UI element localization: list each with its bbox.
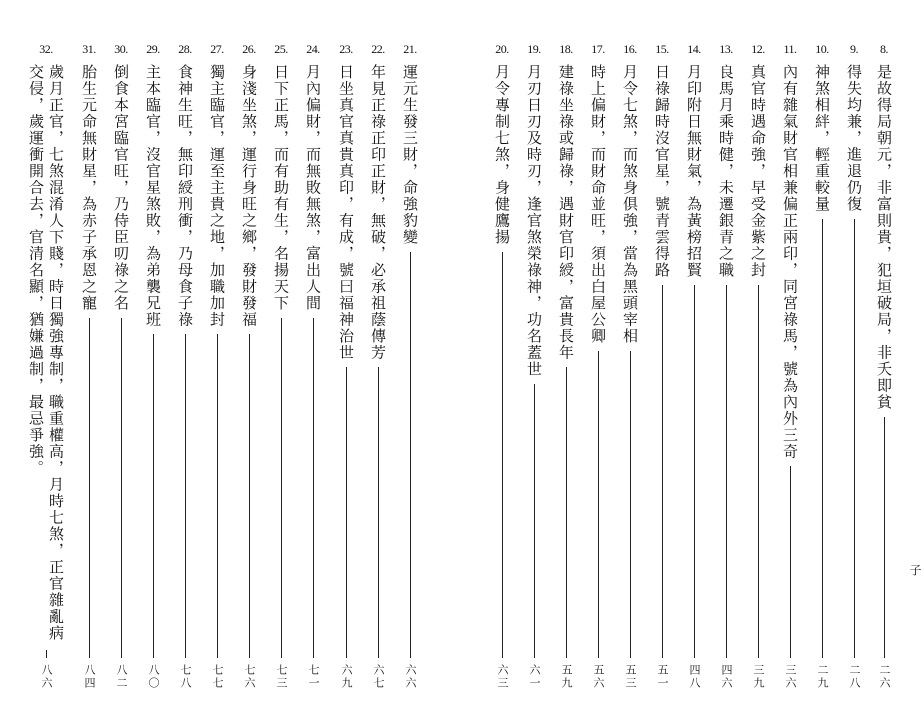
entry-page-number: 二九 [816,664,829,690]
entry-title: 日坐真官真貴真印，有成，號曰福神治世 [337,64,355,361]
entry-title: 倒食本宮臨官旺，乃侍臣叨祿之名 [112,64,130,312]
leader-line [281,318,282,659]
entry-number: 14. [687,42,701,56]
entry-title: 是故得局朝元，非富則貴，犯垣破局，非夭即貧 [875,64,893,411]
toc-entry [712,40,740,690]
entry-number: 13. [719,42,733,56]
toc-entry [584,40,612,690]
entry-page-number: 六三 [496,664,509,690]
entry-number: 21. [403,42,417,56]
entry-number: 31. [82,42,96,56]
toc-entry [744,40,772,690]
leader-line [758,285,759,659]
toc-entry [808,40,836,690]
entry-number: 10. [815,42,829,56]
toc-entry [776,40,804,690]
entry-number: 22. [371,42,385,56]
entry-page-number: 八六 [40,664,53,690]
leader-line [854,219,855,659]
leader-line [566,367,567,658]
leader-line [630,351,631,659]
entry-number: 12. [751,42,765,56]
entry-page-number: 七一 [307,664,320,690]
entry-title: 食神生旺，無印綬刑衝，乃母食子祿 [176,64,194,328]
toc-entry [139,40,167,690]
toc-entry [680,40,708,690]
toc-entry [203,40,231,690]
toc-entry [107,40,135,690]
entry-number: 9. [850,42,858,56]
leader-line [502,252,503,659]
entry-title: 建祿坐祿或歸祿，遇財官印綬，富貴長年 [557,64,575,361]
entry-number: 18. [559,42,573,56]
toc-entry [364,40,392,690]
leader-line [249,334,250,658]
entry-title: 內有雜氣財官相兼偏正兩印，同宮祿馬，號為內外三奇 [781,64,799,460]
entry-number: 15. [655,42,669,56]
entry-page-number: 三六 [784,664,797,690]
entry-number: 8. [880,42,888,56]
leader-line [153,334,154,658]
toc-entry [396,40,424,690]
entry-page-number: 六一 [528,664,541,690]
toc-entry [22,40,70,690]
entry-page-number: 六九 [340,664,353,690]
entry-page-number: 五一 [656,664,669,690]
entry-number: 30. [114,42,128,56]
leader-line [121,318,122,659]
entry-number: 25. [274,42,288,56]
entry-title: 月內偏財，而無敗無煞，富出人間 [304,64,322,312]
leader-line [185,334,186,658]
entry-page-number: 二八 [848,664,861,690]
leader-line [346,367,347,658]
entry-page-number: 三九 [752,664,765,690]
entry-title: 獨主臨官，運至主貴之地，加職加封 [208,64,226,328]
leader-line [822,219,823,659]
entry-page-number: 五三 [624,664,637,690]
toc-entry [840,40,868,690]
entry-title: 胎生元命無財星，為赤子承恩之寵 [80,64,98,312]
entry-page-number: 七六 [243,664,256,690]
leader-line [534,384,535,659]
leader-line [410,252,411,659]
toc-entry [267,40,295,690]
entry-page-number: 八四 [83,664,96,690]
entry-title: 日祿歸時沒官星，號青雲得路 [653,64,671,279]
edge-mark: 子 [908,564,922,576]
toc-entry [520,40,548,690]
leader-line [89,318,90,659]
entry-number: 20. [495,42,509,56]
toc-entry [235,40,263,690]
entry-page-number: 四八 [688,664,701,690]
toc-entry [171,40,199,690]
toc-entry [75,40,103,690]
entry-title: 月刃日刃及時刃，逢官煞榮祿神，功名蓋世 [525,64,543,378]
leader-line [217,334,218,658]
leader-line [694,285,695,659]
entry-page-number: 五九 [560,664,573,690]
entry-title: 良馬月乘時健，未遷銀青之職 [717,64,735,279]
entry-title: 歲月正官，七煞混淆人下賤，時日獨強專制，職重權高，月時七煞，正官雜亂病交侵，歲運衝開合去，官清名顯，猶嫌過制，最忌爭強。 [27,64,65,642]
toc-entry [616,40,644,690]
entry-number: 32. [39,42,53,56]
entry-page-number: 八〇 [147,664,160,690]
toc-entry [648,40,676,690]
entry-title: 時上偏財，而財命並旺，須出白屋公卿 [589,64,607,345]
entry-page-number: 五六 [592,664,605,690]
entry-page-number: 四六 [720,664,733,690]
entry-page-number: 六六 [404,664,417,690]
entry-title: 年見正祿正印正財，無破，必承祖蔭傳芳 [369,64,387,361]
entry-title: 運元生發三財，命強豹變 [401,64,419,246]
leader-line [790,466,791,658]
toc-entry [488,40,516,690]
toc-entry [299,40,327,690]
entry-number: 19. [527,42,541,56]
entry-title: 真官時遇命強，早受金紫之封 [749,64,767,279]
entry-page-number: 八二 [115,664,128,690]
toc-entry [552,40,580,690]
entry-number: 16. [623,42,637,56]
toc-entry [870,40,898,690]
toc-entry [332,40,360,690]
leader-line [662,285,663,659]
entry-title: 月印附日無財氣，為黃榜招賢 [685,64,703,279]
entry-page-number: 七七 [211,664,224,690]
entry-title: 神煞相絆，輕重較量 [813,64,831,213]
entry-title: 得失均兼，進退仍復 [845,64,863,213]
entry-number: 23. [339,42,353,56]
leader-line [46,650,47,658]
entry-page-number: 二六 [878,664,891,690]
leader-line [884,417,885,659]
entry-number: 24. [306,42,320,56]
entry-title: 主本臨官，沒官星煞敗，為弟襲兄班 [144,64,162,328]
entry-number: 26. [242,42,256,56]
entry-number: 17. [591,42,605,56]
entry-title: 月令專制七煞，身健鷹揚 [493,64,511,246]
leader-line [313,318,314,659]
entry-title: 身淺坐煞，運行身旺之鄉，發財發福 [240,64,258,328]
entry-page-number: 七八 [179,664,192,690]
leader-line [726,285,727,659]
entry-number: 11. [783,42,797,56]
leader-line [378,367,379,658]
entry-number: 28. [178,42,192,56]
entry-title: 月令七煞，而煞身俱強，當為黑頭宰相 [621,64,639,345]
leader-line [598,351,599,659]
entry-title: 日下正馬，而有助有生，名揚天下 [272,64,290,312]
entry-page-number: 六七 [372,664,385,690]
entry-number: 27. [210,42,224,56]
entry-number: 29. [146,42,160,56]
entry-page-number: 七三 [275,664,288,690]
